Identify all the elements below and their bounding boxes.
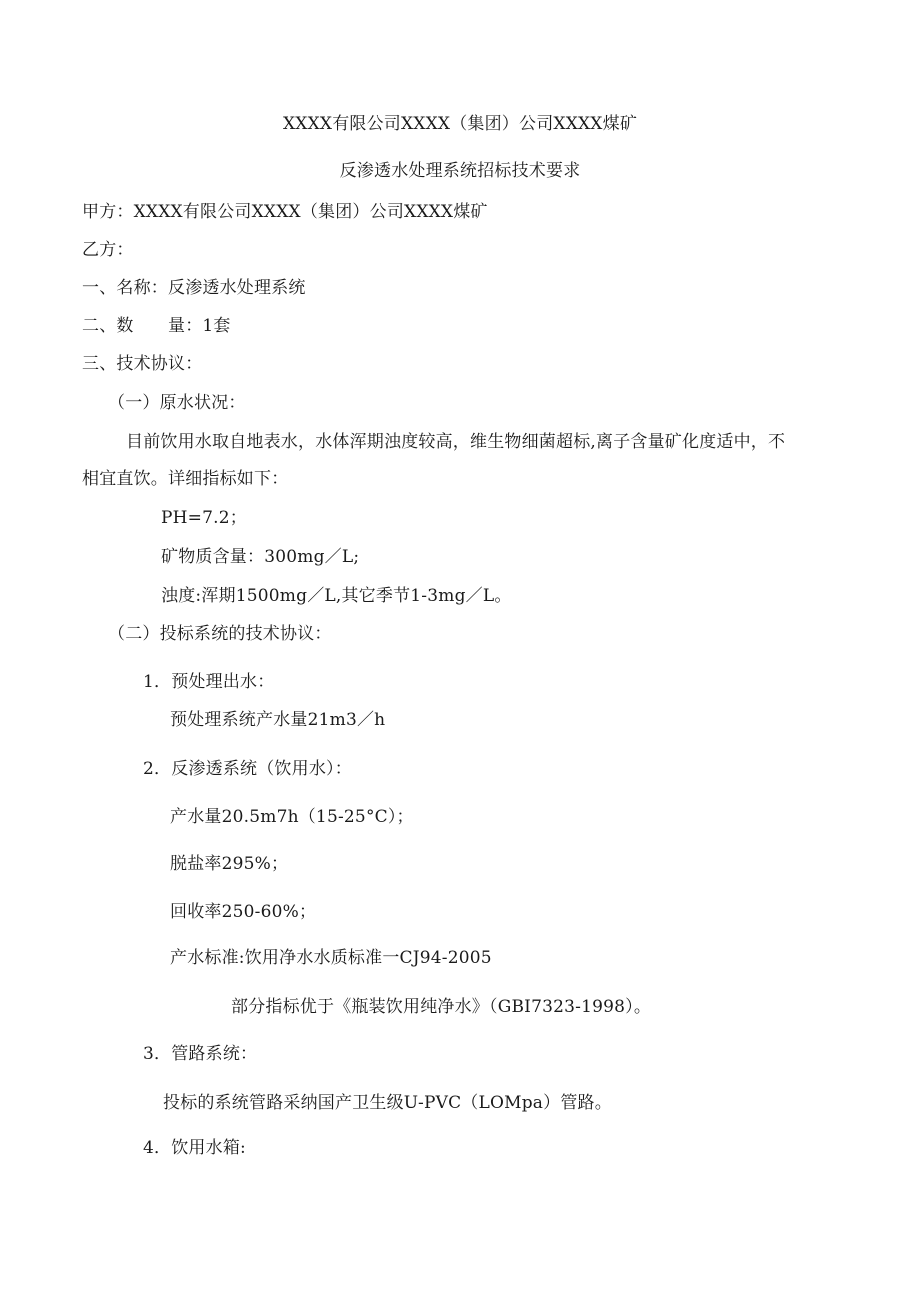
ro-desalination-rate: 脱盐率295%； xyxy=(170,854,289,874)
section-technical-agreement: 三、技术协议： xyxy=(82,354,203,374)
title-line-2: 反渗透水处理系统招标技术要求 xyxy=(339,161,581,181)
section-quantity: 二、数 量：1套 xyxy=(82,316,231,336)
raw-water-paragraph-line-1: 目前饮用水取自地表水，水体浑期浊度较高，维生物细菌超标,离子含量矿化度适中，不 xyxy=(126,432,786,452)
ro-water-standard-extra: 部分指标优于《瓶装饮用纯净水》（GBI7323-1998）。 xyxy=(231,997,652,1017)
party-b: 乙方： xyxy=(82,240,134,260)
title-line-1: XXXX有限公司XXXX（集团）公司XXXX煤矿 xyxy=(282,114,638,134)
turbidity: 浊度:浑期1500mg／L,其它季节1-3mg／L。 xyxy=(161,586,512,606)
party-a: 甲方：XXXX有限公司XXXX（集团）公司XXXX煤矿 xyxy=(82,202,488,222)
ro-system-heading: 2．反渗透系统（饮用水）： xyxy=(143,759,352,779)
raw-water-paragraph-line-2: 相宜直饮。详细指标如下： xyxy=(82,469,289,489)
ph-value: PH=7.2； xyxy=(161,508,247,528)
section-name: 一、名称：反渗透水处理系统 xyxy=(82,278,306,298)
ro-recovery-rate: 回收率250-60%； xyxy=(170,902,317,922)
mineral-content: 矿物质含量：300mg／L; xyxy=(161,547,360,567)
subsection-bid-system-heading: （二）投标系统的技术协议： xyxy=(108,624,332,644)
pretreatment-output: 预处理系统产水量21m3／h xyxy=(170,710,386,730)
piping-heading: 3．管路系统： xyxy=(143,1044,258,1064)
ro-water-output: 产水量20.5m7h（15-25°C）； xyxy=(170,807,414,827)
subsection-raw-water-heading: （一）原水状况： xyxy=(108,393,246,413)
water-tank-heading: 4．饮用水箱: xyxy=(143,1138,246,1158)
ro-water-standard: 产水标准:饮用净水水质标准一CJ94-2005 xyxy=(170,948,492,968)
pretreatment-heading: 1．预处理出水： xyxy=(143,672,275,692)
piping-text: 投标的系统管路采纳国产卫生级U-PVC（LOMpa）管路。 xyxy=(163,1093,612,1113)
